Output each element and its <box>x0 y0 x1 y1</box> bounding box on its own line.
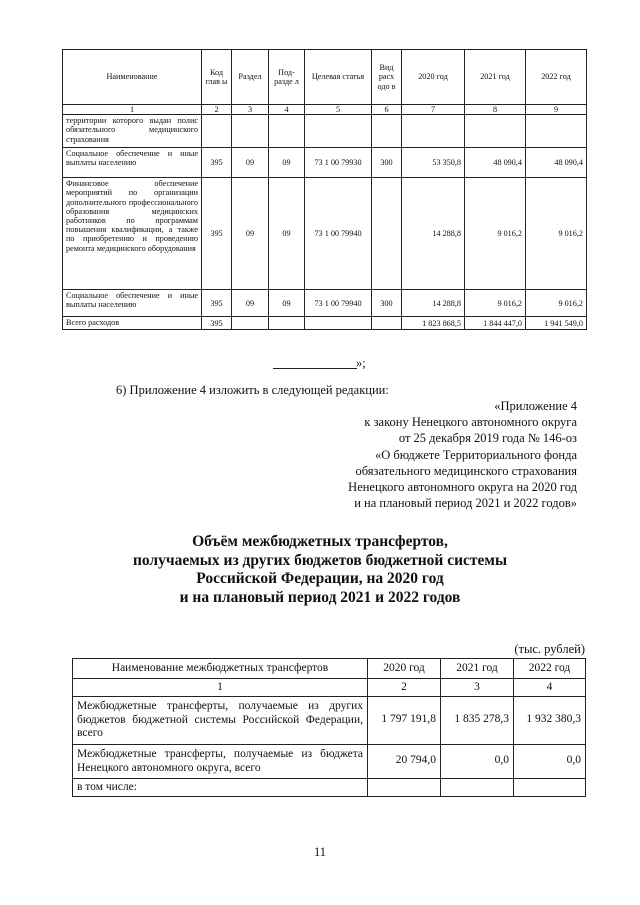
row-2021 <box>465 115 526 148</box>
row-type <box>372 317 402 330</box>
row-2022: 0,0 <box>514 745 586 779</box>
col-num: 3 <box>232 105 269 115</box>
row-code <box>202 115 232 148</box>
header-2020: 2020 год <box>368 659 441 679</box>
row-2022: 9 016,2 <box>526 178 587 290</box>
amendment-item: 6) Приложение 4 изложить в следующей редакции: <box>116 383 389 397</box>
title-line: получаемых из других бюджетов бюджетной системы <box>132 551 508 569</box>
appendix-line: «О бюджете Территориального фонда <box>374 447 577 462</box>
appendix-line: к закону Ненецкого автономного округа <box>364 415 577 430</box>
col-num: 5 <box>305 105 372 115</box>
col-num: 3 <box>441 679 514 697</box>
col-num: 7 <box>402 105 465 115</box>
row-2021 <box>441 779 514 797</box>
col-num: 4 <box>269 105 305 115</box>
row-2020: 1 797 191,8 <box>368 697 441 745</box>
row-code: 395 <box>202 178 232 290</box>
row-2020: 14 288,8 <box>402 290 465 317</box>
table-row <box>73 745 586 779</box>
table-row <box>63 178 587 290</box>
row-2020 <box>402 115 465 148</box>
row-name: Финансовое обеспечение мероприятий по организации дополнительного профессионального образования медицинских работников по программам повышения квалификации, а также по приобретению и проведению ремонта медицинского оборудования <box>63 178 202 290</box>
row-code: 395 <box>202 317 232 330</box>
table-row <box>63 290 587 317</box>
row-2021: 9 016,2 <box>465 290 526 317</box>
col-num: 2 <box>368 679 441 697</box>
title-line: Объём межбюджетных трансфертов, <box>192 533 448 550</box>
row-subsection: 09 <box>269 178 305 290</box>
header-type: Вид расх одо в <box>372 50 402 105</box>
table-row <box>73 779 586 797</box>
header-2022: 2022 год <box>514 659 586 679</box>
row-target <box>305 317 372 330</box>
table-row <box>63 148 587 178</box>
units-label: (тыс. рублей) <box>514 642 585 656</box>
row-section <box>232 115 269 148</box>
row-2022: 9 016,2 <box>526 290 587 317</box>
table-header-row <box>73 659 586 679</box>
row-2022: 48 090,4 <box>526 148 587 178</box>
header-code: Код глав ы <box>202 50 232 105</box>
column-number-row <box>63 105 587 115</box>
row-2022 <box>526 115 587 148</box>
row-subsection <box>269 115 305 148</box>
col-num: 1 <box>73 679 368 697</box>
row-2021: 0,0 <box>441 745 514 779</box>
appendix-line: обязательного медицинского страхования <box>355 463 577 478</box>
table-row <box>73 697 586 745</box>
row-subsection: 09 <box>269 148 305 178</box>
row-target: 73 1 00 79930 <box>305 148 372 178</box>
column-number-row <box>73 679 586 697</box>
row-subsection: 09 <box>269 290 305 317</box>
row-2020: 14 288,8 <box>402 178 465 290</box>
total-row <box>63 317 587 330</box>
header-name: Наименование межбюджетных трансфертов <box>73 659 368 679</box>
row-name: Социальное обеспечение и иные выплаты населению <box>63 290 202 317</box>
row-2021: 1 844 447,0 <box>465 317 526 330</box>
row-code: 395 <box>202 290 232 317</box>
header-2021: 2021 год <box>441 659 514 679</box>
header-2021: 2021 год <box>465 50 526 105</box>
appendix-line: и на плановый период 2021 и 2022 годов» <box>354 496 577 511</box>
blank-underline <box>273 356 357 369</box>
row-code: 395 <box>202 148 232 178</box>
col-num: 1 <box>63 105 202 115</box>
page-number: 11 <box>313 845 327 859</box>
expenditure-table <box>62 49 587 330</box>
row-2020: 1 823 868,5 <box>402 317 465 330</box>
row-section <box>232 317 269 330</box>
col-num: 6 <box>372 105 402 115</box>
row-2020 <box>368 779 441 797</box>
table-header-row <box>63 50 587 105</box>
row-target: 73 1 00 79940 <box>305 290 372 317</box>
col-num: 2 <box>202 105 232 115</box>
row-section: 09 <box>232 148 269 178</box>
row-2020: 20 794,0 <box>368 745 441 779</box>
row-name: Межбюджетные трансферты, получаемые из бюджета Ненецкого автономного округа, всего <box>73 745 368 779</box>
row-2021: 9 016,2 <box>465 178 526 290</box>
row-2021: 1 835 278,3 <box>441 697 514 745</box>
row-name: Межбюджетные трансферты, получаемые из других бюджетов бюджетной системы Российской Федерации, всего <box>73 697 368 745</box>
row-section: 09 <box>232 178 269 290</box>
appendix-header <box>217 398 577 511</box>
transfers-table <box>72 658 586 797</box>
row-2020: 53 350,8 <box>402 148 465 178</box>
row-subsection <box>269 317 305 330</box>
row-2022 <box>514 779 586 797</box>
row-2022: 1 932 380,3 <box>514 697 586 745</box>
title-line: и на плановый период 2021 и 2022 годов <box>179 588 461 606</box>
header-target: Целевая статья <box>305 50 372 105</box>
row-2021: 48 090,4 <box>465 148 526 178</box>
row-name: в том числе: <box>73 779 368 797</box>
header-2022: 2022 год <box>526 50 587 105</box>
header-section: Раздел <box>232 50 269 105</box>
row-2022: 1 941 549,0 <box>526 317 587 330</box>
closing-quote: »; <box>356 356 366 370</box>
row-target: 73 1 00 79940 <box>305 178 372 290</box>
col-num: 4 <box>514 679 586 697</box>
row-section: 09 <box>232 290 269 317</box>
row-type: 300 <box>372 290 402 317</box>
table-row <box>63 115 587 148</box>
col-num: 8 <box>465 105 526 115</box>
header-subsection: Под- разде л <box>269 50 305 105</box>
appendix-line: «Приложение 4 <box>494 399 577 413</box>
col-num: 9 <box>526 105 587 115</box>
appendix-line: Ненецкого автономного округа на 2020 год <box>348 480 577 495</box>
document-title <box>60 533 580 607</box>
row-type: 300 <box>372 148 402 178</box>
appendix-line: от 25 декабря 2019 года № 146-оз <box>398 431 577 446</box>
row-target <box>305 115 372 148</box>
header-2020: 2020 год <box>402 50 465 105</box>
row-name: Всего расходов <box>63 317 202 330</box>
title-line: Российской Федерации, на 2020 год <box>196 570 444 587</box>
row-name: Социальное обеспечение и иные выплаты населению <box>63 148 202 178</box>
header-name: Наименование <box>63 50 202 105</box>
row-name: территории которого выдан полис обязательного медицинского страхования <box>63 115 202 148</box>
row-type <box>372 178 402 290</box>
row-type <box>372 115 402 148</box>
